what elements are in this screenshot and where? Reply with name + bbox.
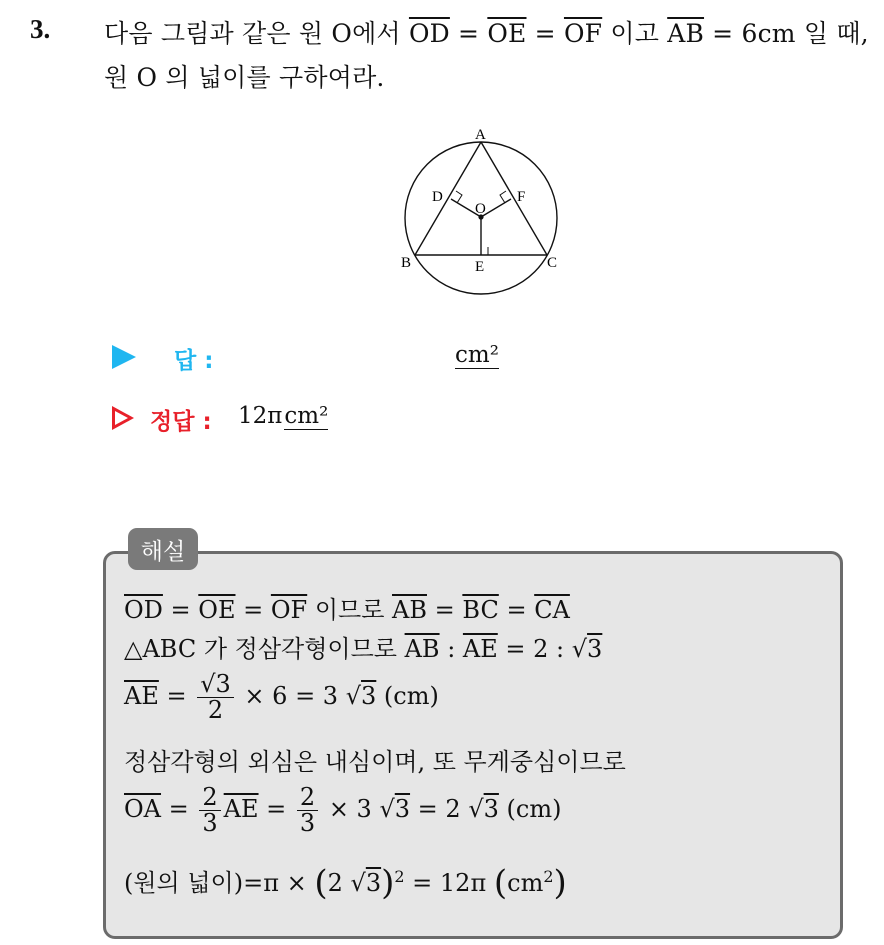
solution-tag: 해설 — [128, 528, 198, 570]
label-b: B — [401, 255, 412, 271]
label-e: E — [475, 259, 485, 275]
answer-label: 답 : — [174, 348, 214, 374]
solution-line-5: $\overline{OA}$ = $\frac{2}{3}$ $\overline{AE}$ = $\frac{2}{3}$ × 3 √3 = 2 √3 (cm) — [124, 783, 562, 838]
correct-answer: 12πcm² — [238, 403, 329, 429]
question-text-line1: 다음 그림과 같은 원 O에서 $\overline{OD} = \overline{OE} = \overline{OF}$ 이고 $\overline{AB} = 6cm$ 일 때, — [104, 19, 869, 48]
circle-triangle-figure — [397, 122, 567, 298]
side-ab — [415, 142, 481, 255]
solution-line-2: △ABC 가 정삼각형이므로 $\overline{AB}$ : $\overline{AE} = 2$ : √3 — [124, 635, 603, 663]
label-o: O — [475, 201, 486, 217]
right-angle-mark-d — [456, 191, 462, 203]
label-a: A — [475, 127, 486, 143]
right-angle-mark-f — [500, 191, 506, 203]
question-text-line2: 원 O 의 넓이를 구하여라. — [104, 63, 385, 92]
question-number: 3. — [30, 14, 51, 44]
side-ac — [481, 142, 547, 255]
correct-label: 정답 : — [150, 409, 212, 435]
solution-line-1: $\overline{OD} = \overline{OE} = \overline{OF}$ 이므로 $\overline{AB} = \overline{BC} = \overline{CA}$ — [124, 596, 570, 624]
solution-line-6: (원의 넓이)=π × (2 √3)$^2$ = 12π $(cm^2)$ — [124, 863, 567, 903]
label-f: F — [517, 189, 526, 205]
answer-unit: cm² — [455, 342, 499, 368]
solution-line-3: $\overline{AE}$ = $\frac{√3}{2}$ × 6 = 3 √3 (cm) — [124, 670, 439, 725]
solution-line-4: 정삼각형의 외심은 내심이며, 또 무게중심이므로 — [124, 748, 626, 776]
correct-marker-icon — [112, 406, 134, 430]
label-d: D — [432, 189, 443, 205]
answer-marker-icon — [112, 345, 136, 369]
label-c: C — [547, 255, 558, 271]
